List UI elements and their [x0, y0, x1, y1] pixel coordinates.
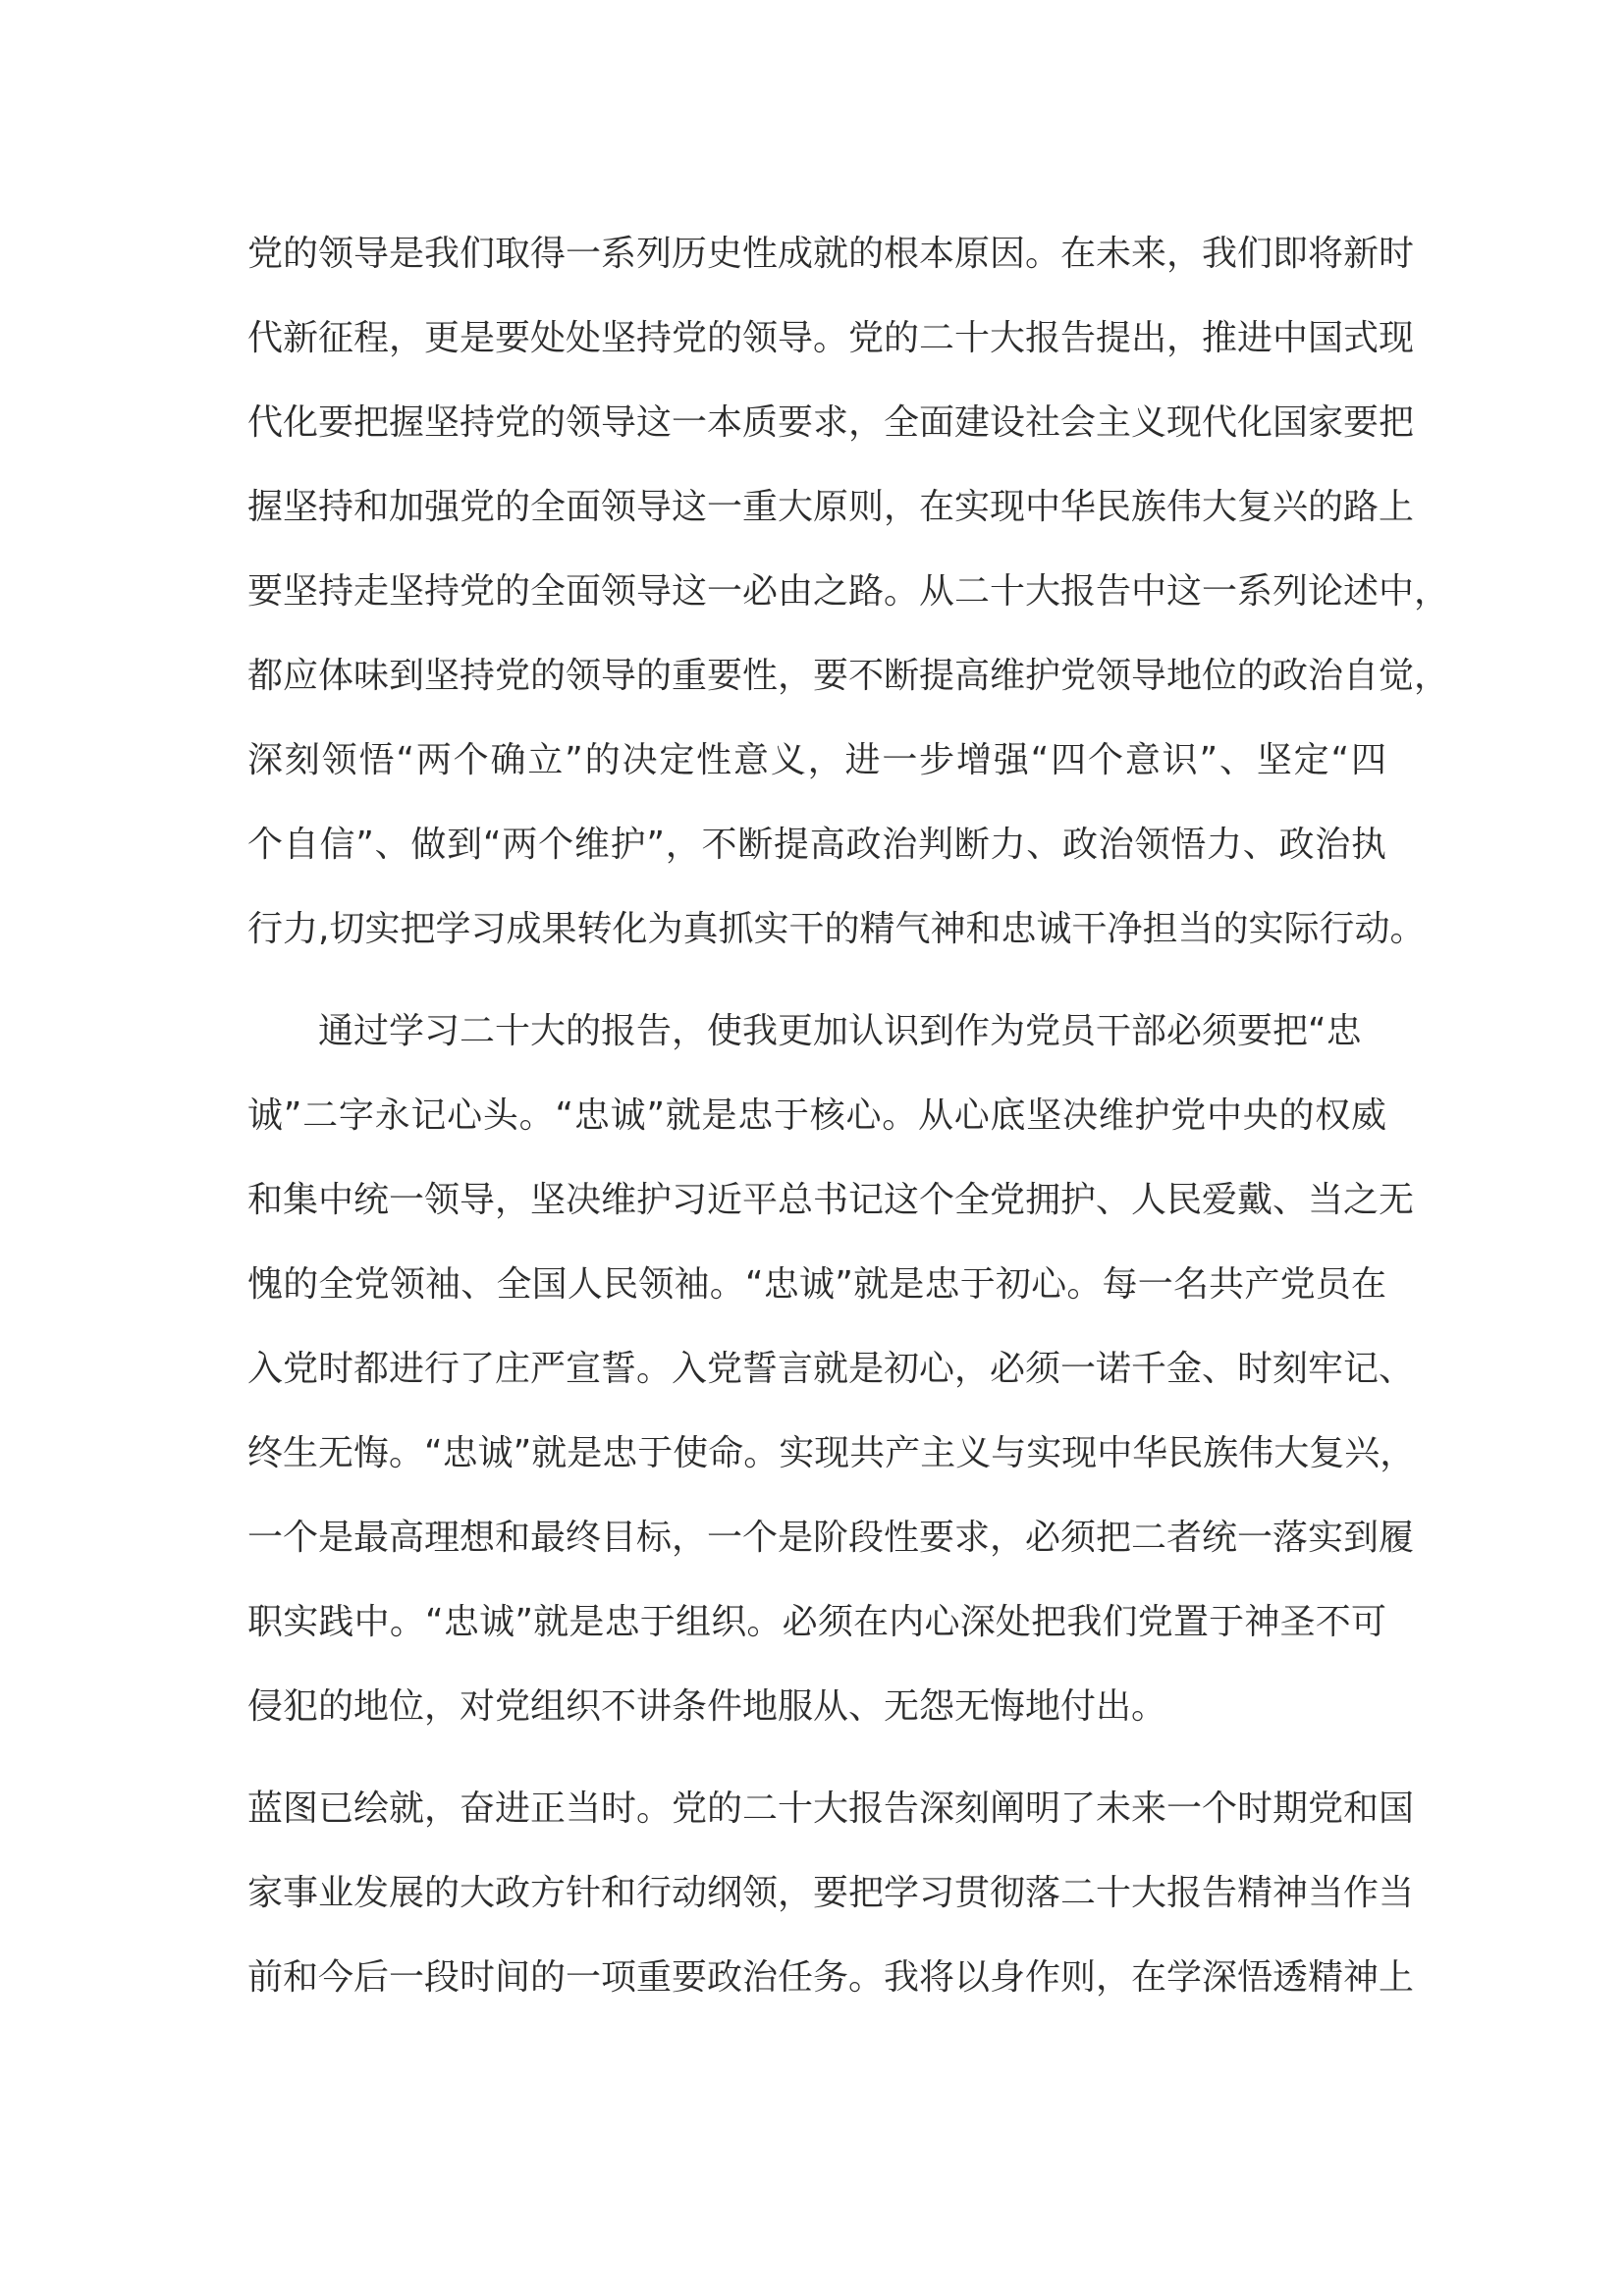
- paragraph-spacer: [247, 986, 1386, 1003]
- text-line: 前和今后一段时间的一项重要政治任务。我将以身作则，在学深悟透精神上: [247, 1957, 1415, 1998]
- paragraph-party-leadership: [247, 226, 1450, 958]
- text-line: 深刻领悟“两个确立”的决定性意义，进一步增强“四个意识”、坚定“四: [247, 740, 1386, 780]
- paragraph-spacer: [247, 1763, 1386, 1781]
- text-line: 握坚持和加强党的全面领导这一重大原则，在实现中华民族伟大复兴的路上: [247, 487, 1415, 527]
- text-line: 党的领导是我们取得一系列历史性成就的根本原因。在未来，我们即将新时: [247, 234, 1415, 274]
- text-line: 入党时都进行了庄严宣誓。入党誓言就是初心，必须一诺千金、时刻牢记、: [247, 1349, 1415, 1389]
- text-line: 职实践中。“忠诚”就是忠于组织。必须在内心深处把我们党置于神圣不可: [247, 1602, 1386, 1642]
- text-line: 一个是最高理想和最终目标，一个是阶段性要求，必须把二者统一落实到履: [247, 1518, 1415, 1558]
- text-line: 家事业发展的大政方针和行动纲领，要把学习贯彻落二十大报告精神当作当: [247, 1873, 1415, 1913]
- text-line: 代新征程，更是要处处坚持党的领导。党的二十大报告提出，推进中国式现: [247, 318, 1415, 358]
- document-body: [247, 226, 1450, 2034]
- text-line: 诚”二字永记心头。“忠诚”就是忠于核心。从心底坚决维护党中央的权威: [247, 1095, 1386, 1136]
- text-line: 要坚持走坚持党的全面领导这一必由之路。从二十大报告中这一系列论述中，: [247, 571, 1450, 612]
- text-line: 终生无悔。“忠诚”就是忠于使命。实现共产主义与实现中华民族伟大复兴，: [247, 1433, 1416, 1473]
- paragraph-loyalty: [247, 1003, 1416, 1735]
- text-line: 行力,切实把学习成果转化为真抓实干的精气神和忠诚干净担当的实际行动。: [247, 909, 1426, 949]
- text-line: 个自信”、做到“两个维护”，不断提高政治判断力、政治领悟力、政治执: [247, 825, 1386, 865]
- text-line: 蓝图已绘就，奋进正当时。党的二十大报告深刻阐明了未来一个时期党和国: [247, 1789, 1415, 1829]
- paragraph-blueprint: [247, 1781, 1415, 2006]
- text-line: 代化要把握坚持党的领导这一本质要求，全面建设社会主义现代化国家要把: [247, 402, 1415, 443]
- text-line: 愧的全党领袖、全国人民领袖。“忠诚”就是忠于初心。每一名共产党员在: [247, 1264, 1386, 1305]
- text-line: 都应体味到坚持党的领导的重要性，要不断提高维护党领导地位的政治自觉，: [247, 656, 1450, 696]
- text-line-indented: 通过学习二十大的报告，使我更加认识到作为党员干部必须要把“忠: [318, 1011, 1362, 1051]
- text-line: 和集中统一领导，坚决维护习近平总书记这个全党拥护、人民爱戴、当之无: [247, 1180, 1415, 1220]
- text-line: 侵犯的地位，对党组织不讲条件地服从、无怨无悔地付出。: [247, 1686, 1167, 1727]
